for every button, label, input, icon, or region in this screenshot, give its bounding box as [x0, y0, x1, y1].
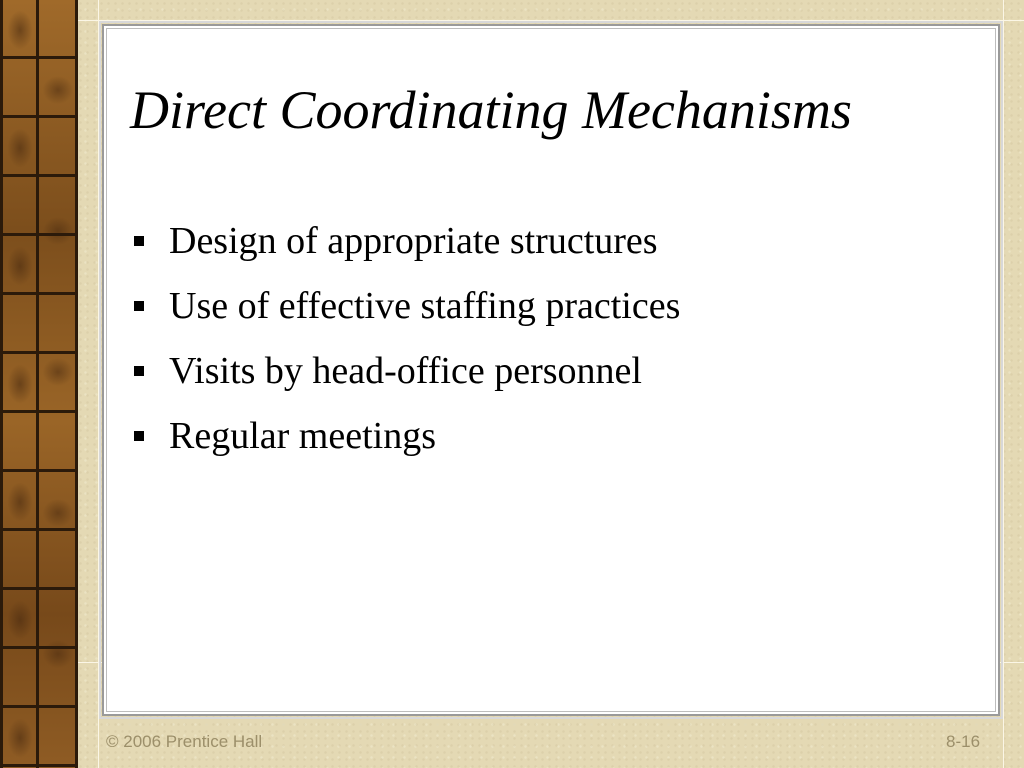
square-bullet-icon [134, 431, 144, 441]
decorative-top-rule [78, 20, 1024, 21]
bullet-item [134, 338, 680, 403]
square-bullet-icon [134, 366, 144, 376]
bullet-text: Visits by head-office personnel [169, 349, 642, 392]
bullet-text: Use of effective staffing practices [169, 284, 681, 327]
bullet-text: Design of appropriate structures [169, 219, 658, 262]
bullet-text: Regular meetings [169, 414, 436, 457]
bullet-item [134, 273, 680, 338]
bullet-item [134, 208, 680, 273]
decorative-left-rule [98, 0, 99, 768]
bullet-list [134, 208, 680, 468]
slide-content-panel [102, 24, 1000, 716]
decorative-right-rule [1003, 0, 1004, 768]
footer-page-number: 8-16 [946, 732, 981, 751]
bullet-item [134, 403, 680, 468]
square-bullet-icon [134, 236, 144, 246]
slide-title: Direct Coordinating Mechanisms [130, 80, 852, 140]
footer-copyright: © 2006 Prentice Hall [106, 732, 263, 751]
decorative-side-strip [0, 0, 78, 768]
square-bullet-icon [134, 301, 144, 311]
